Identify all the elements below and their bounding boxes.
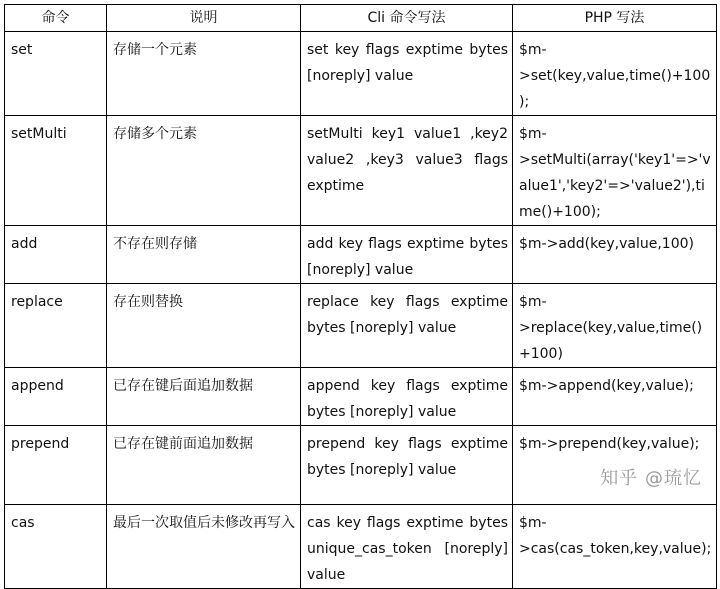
description-cell: 最后一次取值后未修改再写入: [107, 505, 301, 589]
command-cell: cas: [5, 505, 107, 589]
description-cell: 存储多个元素: [107, 116, 301, 226]
header-cli: Cli 命令写法: [301, 5, 513, 32]
command-cell: set: [5, 32, 107, 116]
php-cell: $m->cas(cas_token,key,value);: [513, 505, 717, 589]
header-php: PHP 写法: [513, 5, 717, 32]
description-cell: 存在则替换: [107, 284, 301, 368]
table-row: [5, 505, 717, 589]
memcached-commands-table: [4, 4, 717, 589]
command-cell: add: [5, 226, 107, 284]
table-row: [5, 116, 717, 226]
description-cell: 已存在键后面追加数据: [107, 368, 301, 426]
cli-cell: set key flags exptime bytes [noreply] value: [301, 32, 513, 116]
table-row: [5, 32, 717, 116]
description-cell: 不存在则存储: [107, 226, 301, 284]
cli-cell: add key flags exptime bytes [noreply] value: [301, 226, 513, 284]
command-cell: append: [5, 368, 107, 426]
description-cell: 已存在键前面追加数据: [107, 426, 301, 505]
table-header-row: [5, 5, 717, 32]
cli-cell: replace key flags exptime bytes [noreply] value: [301, 284, 513, 368]
command-cell: setMulti: [5, 116, 107, 226]
table-row: [5, 368, 717, 426]
cli-cell: cas key flags exptime bytes unique_cas_token [noreply] value: [301, 505, 513, 589]
table-row: [5, 226, 717, 284]
cli-cell: append key flags exptime bytes [noreply] value: [301, 368, 513, 426]
header-description: 说明: [107, 5, 301, 32]
php-cell: $m->replace(key,value,time()+100): [513, 284, 717, 368]
cli-cell: setMulti key1 value1 ,key2 value2 ,key3 value3 flags exptime: [301, 116, 513, 226]
php-cell: $m->append(key,value);: [513, 368, 717, 426]
command-cell: replace: [5, 284, 107, 368]
php-cell: $m->set(key,value,time()+100);: [513, 32, 717, 116]
zhihu-watermark: 知乎 @琉忆: [600, 468, 702, 489]
command-cell: prepend: [5, 426, 107, 505]
description-cell: 存储一个元素: [107, 32, 301, 116]
table-row: [5, 284, 717, 368]
cli-cell: prepend key flags exptime bytes [noreply] value: [301, 426, 513, 505]
php-cell: $m->prepend(key,value);: [513, 426, 717, 505]
php-cell: $m->setMulti(array('key1'=>'value1','key2'=>'value2'),time()+100);: [513, 116, 717, 226]
header-command: 命令: [5, 5, 107, 32]
php-cell: $m->add(key,value,100): [513, 226, 717, 284]
